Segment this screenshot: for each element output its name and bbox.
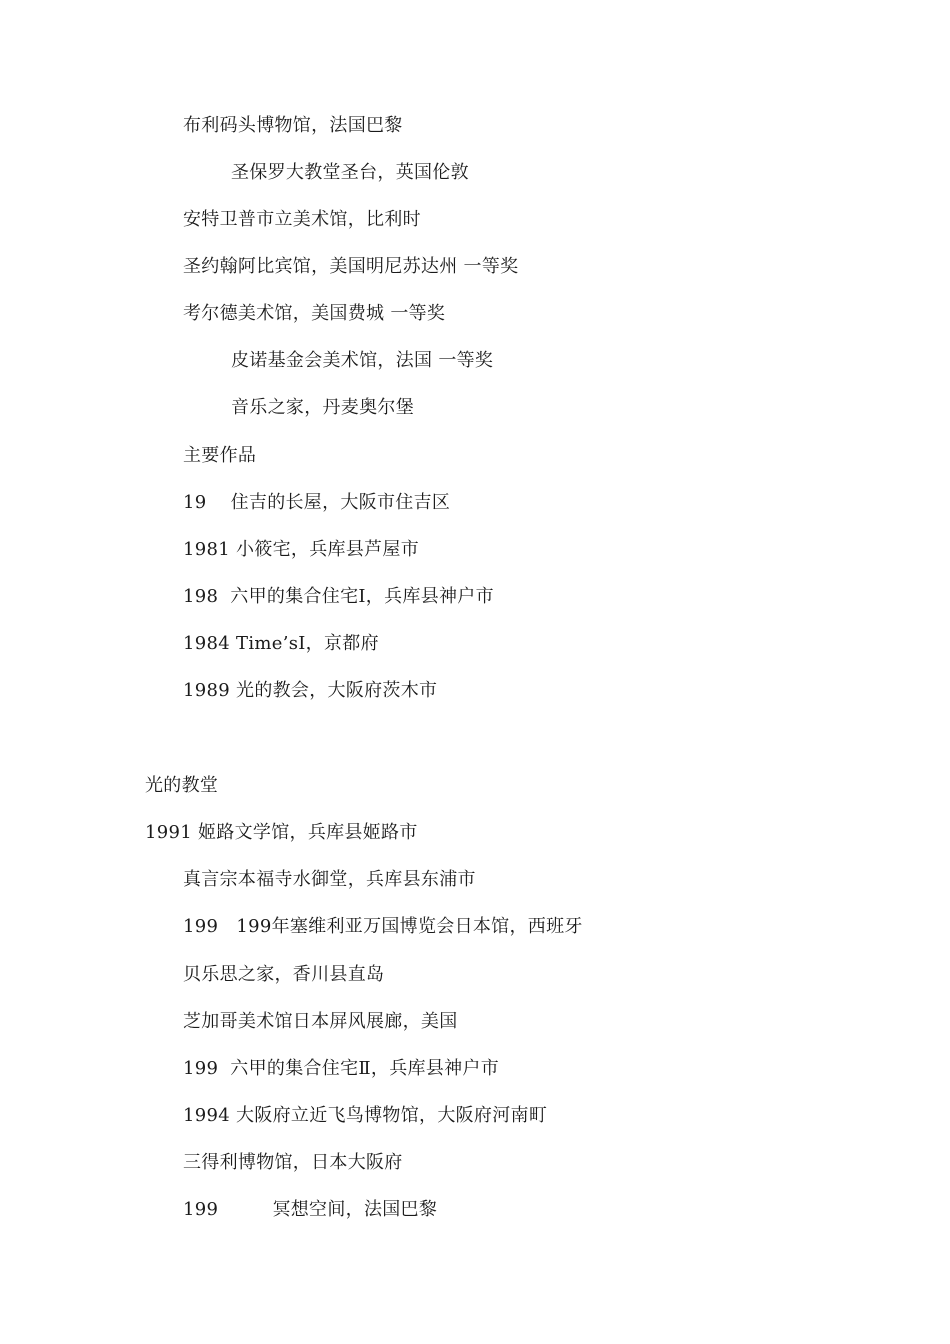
text-line: 1994 大阪府立近飞鸟博物馆，大阪府河南町 — [183, 1105, 548, 1126]
text-line: 1991 姬路文学馆，兵库县姬路市 — [145, 822, 418, 843]
text-line: 音乐之家，丹麦奥尔堡 — [231, 397, 414, 418]
text-line: 考尔德美术馆，美国费城 一等奖 — [183, 303, 446, 324]
text-line: 三得利博物馆，日本大阪府 — [183, 1152, 403, 1173]
text-line: 198 六甲的集合住宅Ⅰ，兵库县神户市 — [183, 586, 494, 607]
text-line: 1984 Time’sⅠ，京都府 — [183, 633, 379, 654]
text-line: 真言宗本福寺水御堂，兵库县东浦市 — [183, 869, 476, 890]
text-line: 布利码头博物馆，法国巴黎 — [183, 115, 403, 136]
text-line: 圣保罗大教堂圣台，英国伦敦 — [231, 162, 469, 183]
text-line: 199 六甲的集合住宅Ⅱ，兵库县神户市 — [183, 1058, 500, 1079]
text-line: 199 199年塞维利亚万国博览会日本馆，西班牙 — [183, 916, 583, 937]
text-line: 1981 小筱宅，兵库县芦屋市 — [183, 539, 420, 560]
text-line: 皮诺基金会美术馆，法国 一等奖 — [231, 350, 494, 371]
text-line: 1989 光的教会，大阪府茨木市 — [183, 680, 438, 701]
text-line: 19 住吉的长屋，大阪市住吉区 — [183, 492, 451, 513]
text-line: 安特卫普市立美术馆，比利时 — [183, 209, 421, 230]
section-heading: 主要作品 — [183, 445, 257, 466]
text-line: 199 冥想空间，法国巴黎 — [183, 1199, 438, 1220]
text-line: 芝加哥美术馆日本屏风展廊，美国 — [183, 1011, 458, 1032]
text-line: 贝乐思之家，香川县直岛 — [183, 964, 385, 985]
text-line: 圣约翰阿比宾馆，美国明尼苏达州 一等奖 — [183, 256, 519, 277]
section-heading: 光的教堂 — [145, 775, 219, 796]
